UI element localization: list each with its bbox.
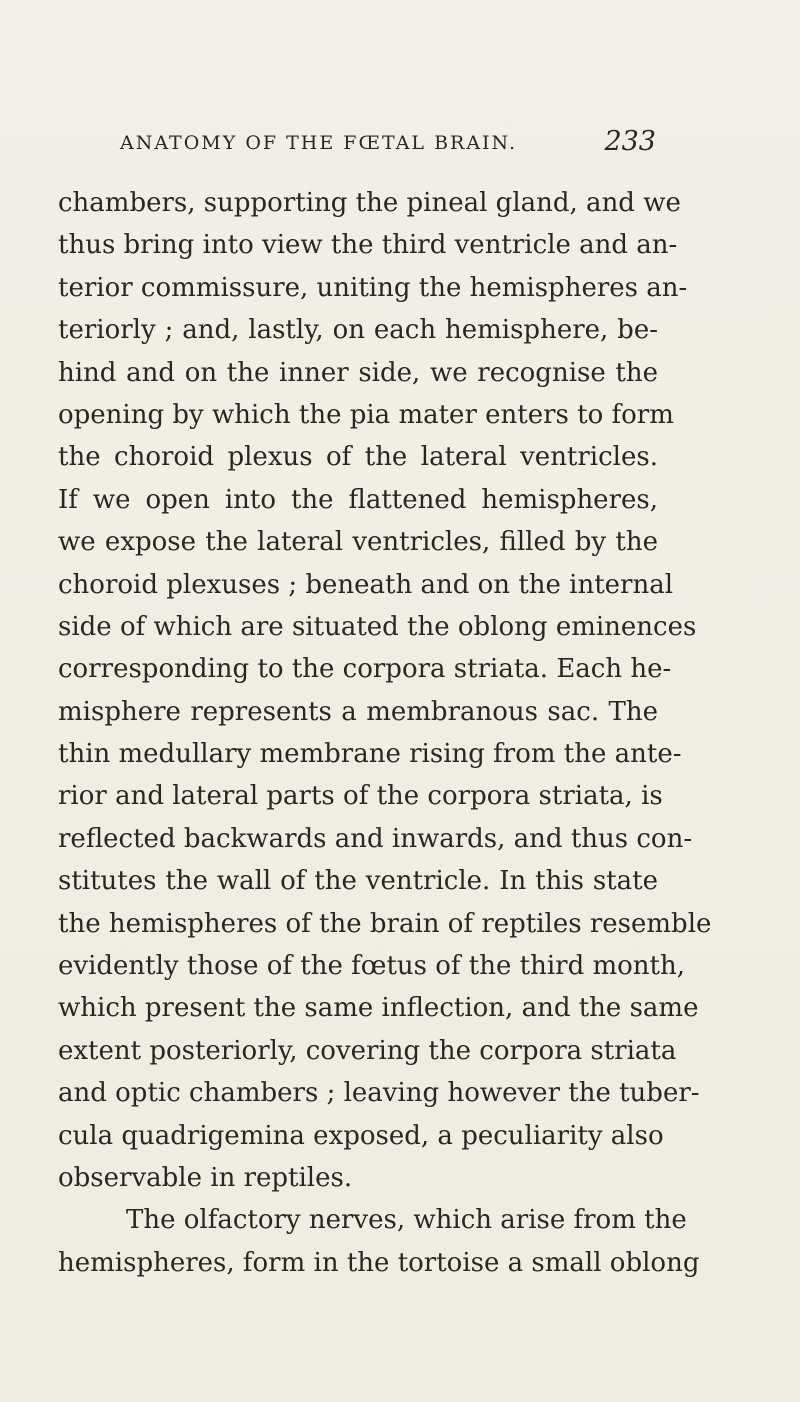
text-line: extent posteriorly, covering the corpora striata [58,1035,677,1066]
text-line: hind and on the inner side, we recognise the [58,357,658,388]
text-line: thus bring into view the third ventricle and an- [58,230,678,261]
text-line: observable in reptiles. [58,1162,353,1193]
text-line: the hemispheres of the brain of reptiles resemble [58,908,712,939]
page-number: 233 [604,126,656,157]
text-line: and optic chambers ; leaving however the tuber- [58,1078,700,1109]
text-line: teriorly ; and, lastly, on each hemisphere, be- [58,315,658,346]
text-line: choroid plexuses ; beneath and on the internal [58,569,674,600]
running-head [120,126,656,166]
text-line: terior commissure, uniting the hemispheres an- [58,272,688,303]
text-line: misphere represents a membranous sac. The [58,696,658,727]
running-title: ANATOMY OF THE FŒTAL BRAIN. [120,132,518,154]
text-line: evidently those of the fœtus of the third month, [58,951,685,982]
text-line: reflected backwards and inwards, and thus con- [58,823,693,854]
body-text [58,182,712,1284]
text-line: hemispheres, form in the tortoise a small oblong [58,1247,700,1278]
text-line: corresponding to the corpora striata. Each he- [58,654,672,685]
text-line: side of which are situated the oblong eminences [58,611,697,642]
text-line: chambers, supporting the pineal gland, and we [58,188,681,218]
text-line: the choroid plexus of the lateral ventricles. [58,442,658,473]
text-line: which present the same inflection, and the same [58,993,699,1024]
text-line: The olfactory nerves, which arise from the [126,1205,687,1236]
text-line: rior and lateral parts of the corpora striata, is [58,781,663,812]
text-line: thin medullary membrane rising from the ante- [58,739,682,770]
text-line: opening by which the pia mater enters to form [58,399,674,430]
text-line: If we open into the flattened hemispheres, [58,484,658,515]
text-line: cula quadrigemina exposed, a peculiarity also [58,1120,664,1151]
text-line: we expose the lateral ventricles, filled by the [58,527,658,558]
text-line: stitutes the wall of the ventricle. In this state [58,866,658,897]
